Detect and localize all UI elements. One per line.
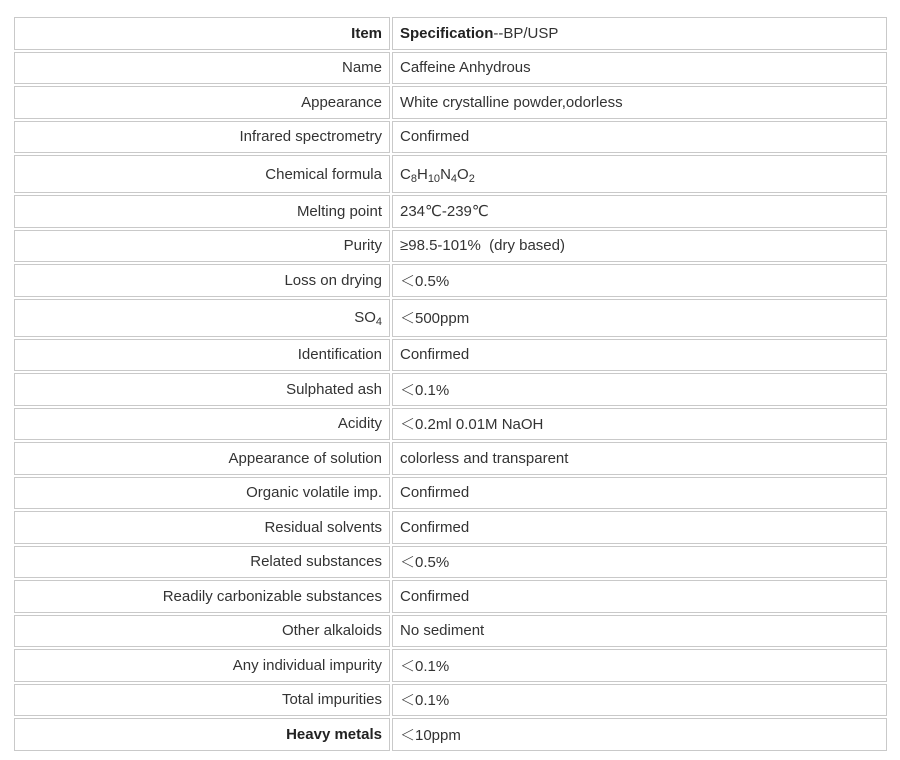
table-row [13,229,888,264]
item-name: Residual solvents [14,511,390,544]
specification-standard-label: --BP/USP [493,24,559,42]
table-row [13,338,888,373]
item-name: Readily carbonizable substances [14,580,390,613]
item-name: Infrared spectrometry [14,121,390,154]
spec-value: Confirmed [392,339,887,372]
table-row [13,298,888,338]
table-row [13,717,888,752]
sulfate-label: $SO_4$ [354,309,382,328]
table-row [13,263,888,298]
table-row [13,545,888,580]
item-name: Melting point [14,195,390,228]
item-name: Appearance of solution [14,442,390,475]
table-row [13,476,888,511]
specification-column-header [392,17,887,50]
table-row [13,372,888,407]
table-row [13,441,888,476]
spec-value: Confirmed [392,477,887,510]
item-name: Appearance [14,86,390,119]
item-name: Loss on drying [14,264,390,297]
spec-value: Confirmed [392,121,887,154]
table-row [13,510,888,545]
item-name: Total impurities [14,684,390,717]
item-name: Organic volatile imp. [14,477,390,510]
item-name: Purity [14,230,390,263]
table-row [13,648,888,683]
item-name: Any individual impurity [14,649,390,682]
table-row [13,51,888,86]
spec-value: ＜0.1% [392,649,887,682]
spec-value: ＜10ppm [392,718,887,751]
spec-value: ≥98.5-101% (dry based) [392,230,887,263]
spec-value: 234℃-239℃ [392,195,887,228]
table-row [13,683,888,718]
spec-value: Caffeine Anhydrous [392,52,887,85]
item-name: Heavy metals [14,718,390,751]
item-name: Identification [14,339,390,372]
chemical-formula-value [392,155,887,193]
spec-value: White crystalline powder,odorless [392,86,887,119]
item-name-so4 [14,299,390,337]
table-row [13,579,888,614]
specification-header-label: Specification [400,24,494,42]
spec-value: ＜0.1% [392,684,887,717]
item-name: Sulphated ash [14,373,390,406]
item-column-header: Item [14,17,390,50]
item-name: Related substances [14,546,390,579]
table-row [13,407,888,442]
spec-value: ＜500ppm [392,299,887,337]
spec-value: No sediment [392,615,887,648]
spec-value: colorless and transparent [392,442,887,475]
spec-value: Confirmed [392,580,887,613]
spec-value: Confirmed [392,511,887,544]
spec-value: ＜0.2ml 0.01M NaOH [392,408,887,441]
item-name: Acidity [14,408,390,441]
table-row [13,120,888,155]
spec-value: ＜0.5% [392,546,887,579]
table-row [13,194,888,229]
table-row [13,85,888,120]
item-name: Chemical formula [14,155,390,193]
specification-table [13,16,888,752]
table-row [13,154,888,194]
item-name: Name [14,52,390,85]
spec-value: ＜0.5% [392,264,887,297]
item-name: Other alkaloids [14,615,390,648]
table-header-row [13,16,888,51]
chemical-formula: $C_8H_{10}N_4O_2$ [400,165,475,185]
spec-value: ＜0.1% [392,373,887,406]
table-row [13,614,888,649]
